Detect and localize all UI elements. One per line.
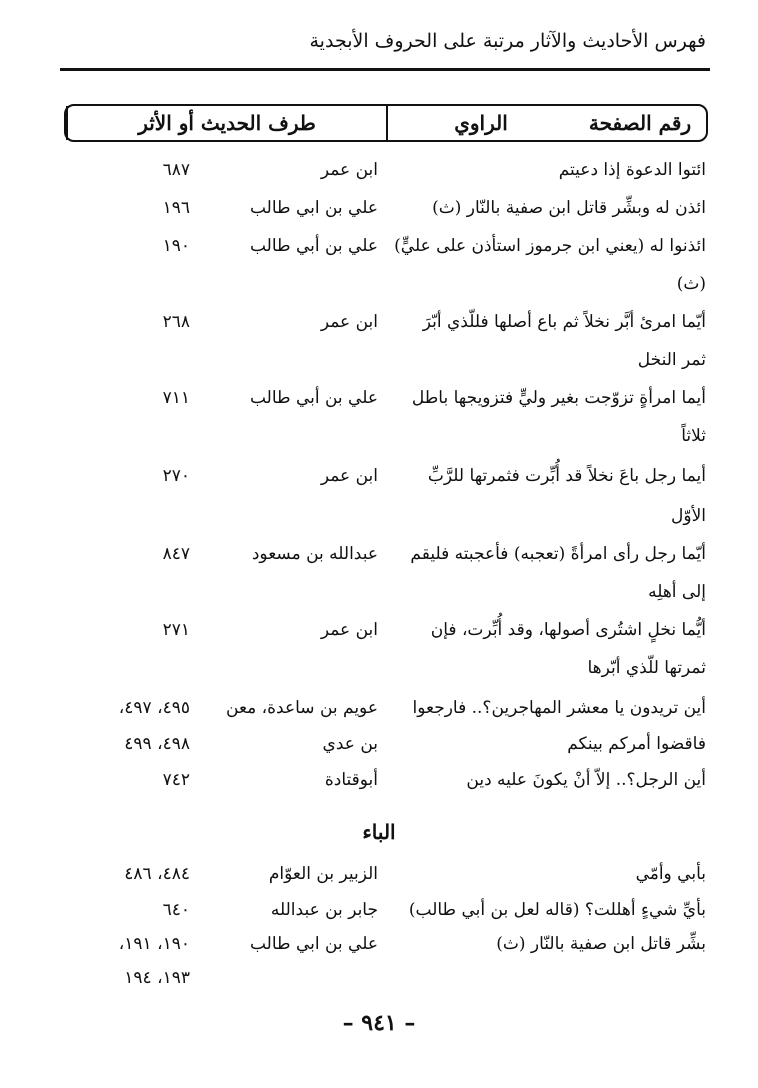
hadith-text: بأبي وأمّي <box>635 864 706 884</box>
index-entry <box>0 612 758 648</box>
page-ref: ٤٩٨، ٤٩٩ <box>124 734 190 754</box>
page-ref: ١٩٦ <box>162 198 190 218</box>
narrator: عبدالله بن مسعود <box>251 544 378 564</box>
hadith-continuation: ثلاثاً <box>681 426 706 446</box>
column-header-narrator: الراوي <box>386 106 574 140</box>
page-ref: ٢٧١ <box>162 620 190 640</box>
page-ref: ٤٩٥، ٤٩٧، <box>118 698 190 718</box>
page-ref: ٢٦٨ <box>162 312 190 332</box>
hadith-continuation: الأوّل <box>671 506 706 526</box>
hadith-continuation: (ث) <box>676 274 706 294</box>
index-entry <box>0 856 758 892</box>
hadith-continuation: إلى أهلِه <box>648 582 706 602</box>
column-header-box <box>64 104 708 142</box>
hadith-text: ائتوا الدعوة إذا دعيتم <box>558 160 706 180</box>
hadith-text: أيّما امرئ أبَّر نخلاً ثم باع أصلها فللّذي أبّرَ <box>422 312 706 332</box>
hadith-text: بأيِّ شيءٍ أهللت؟ (قاله لعل بن أبي طالب) <box>408 900 706 920</box>
page-number: – ٩٤١ – <box>342 1010 416 1036</box>
hadith-text: أيما رجل باعَ نخلاً قد أُبِّرت فثمرتها للرَّبِّ <box>427 466 706 486</box>
page-ref: ٦٨٧ <box>162 160 190 180</box>
page-ref: ١٩٠ <box>162 236 190 256</box>
index-entry <box>0 190 758 226</box>
header-rule <box>60 68 710 71</box>
hadith-continuation: ثمر النخل <box>637 350 706 370</box>
running-head: فهرس الأحاديث والآثار مرتبة على الحروف الأبجدية <box>309 30 706 52</box>
index-entry <box>0 380 758 416</box>
index-entry <box>0 228 758 264</box>
page-ref: ٦٤٠ <box>162 900 190 920</box>
narrator: ابن عمر <box>320 466 378 486</box>
index-entry <box>0 152 758 188</box>
index-entry <box>0 762 758 798</box>
index-entry <box>0 304 758 340</box>
hadith-text: أيُّما نخلٍ اشتُرى أصولها، وقد أُبِّرت، فإن <box>430 620 706 640</box>
narrator: ابن عمر <box>320 620 378 640</box>
column-header-hadith: طرف الحديث أو الأثر <box>66 106 386 140</box>
page-ref: ٧٤٢ <box>162 770 190 790</box>
page-ref: ١٩٠، ١٩١، <box>118 934 190 954</box>
narrator: ابن عمر <box>320 160 378 180</box>
narrator: الزبير بن العوّام <box>268 864 378 884</box>
narrator: علي بن أبي طالب <box>249 388 378 408</box>
narrator: علي بن أبي طالب <box>249 236 378 256</box>
index-entry-continuation <box>0 960 758 996</box>
page-ref: ٢٧٠ <box>162 466 190 486</box>
index-entry <box>0 726 758 762</box>
hadith-text: أيما امرأةٍ تزوّجت بغير وليٍّ فتزويجها باطل <box>411 388 706 408</box>
hadith-text: أين تريدون يا معشر المهاجرين؟.. فارجعوا <box>412 698 706 718</box>
hadith-text: ائذنوا له (يعني ابن جرموز استأذن على عليٍّ) <box>394 236 706 256</box>
hadith-text: فاقضوا أمركم بينكم <box>567 734 706 754</box>
hadith-text: أيّما رجل رأى امرأةً (تعجبه) فأعجبته فليقم <box>410 544 706 564</box>
hadith-text: بشِّر قاتل ابن صفية بالنّار (ث) <box>496 934 706 954</box>
page-ref: ٧١١ <box>162 388 190 408</box>
index-entry <box>0 926 758 962</box>
narrator: ابن عمر <box>320 312 378 332</box>
narrator: أبوقتادة <box>324 770 378 790</box>
index-entry <box>0 458 758 494</box>
column-header-page: رقم الصفحة <box>588 111 692 135</box>
page-ref: ١٩٣، ١٩٤ <box>124 968 190 988</box>
narrator: علي بن ابي طالب <box>249 198 378 218</box>
narrator: علي بن ابي طالب <box>249 934 378 954</box>
section-title: الباء <box>362 820 396 844</box>
narrator: جابر بن عبدالله <box>270 900 378 920</box>
index-entry <box>0 536 758 572</box>
hadith-text: أين الرجل؟.. إلاّ أنْ يكونَ عليه دين <box>466 770 706 790</box>
page-ref: ٤٨٤، ٤٨٦ <box>124 864 190 884</box>
index-entry <box>0 892 758 928</box>
hadith-continuation: ثمرتها للّذي أبّرها <box>587 658 706 678</box>
narrator: بن عدي <box>322 734 378 754</box>
narrator: عويم بن ساعدة، معن <box>226 698 378 718</box>
index-entry <box>0 690 758 726</box>
hadith-text: ائذن له وبشِّر قاتل ابن صفية بالنّار (ث) <box>432 198 706 218</box>
page-ref: ٨٤٧ <box>162 544 190 564</box>
